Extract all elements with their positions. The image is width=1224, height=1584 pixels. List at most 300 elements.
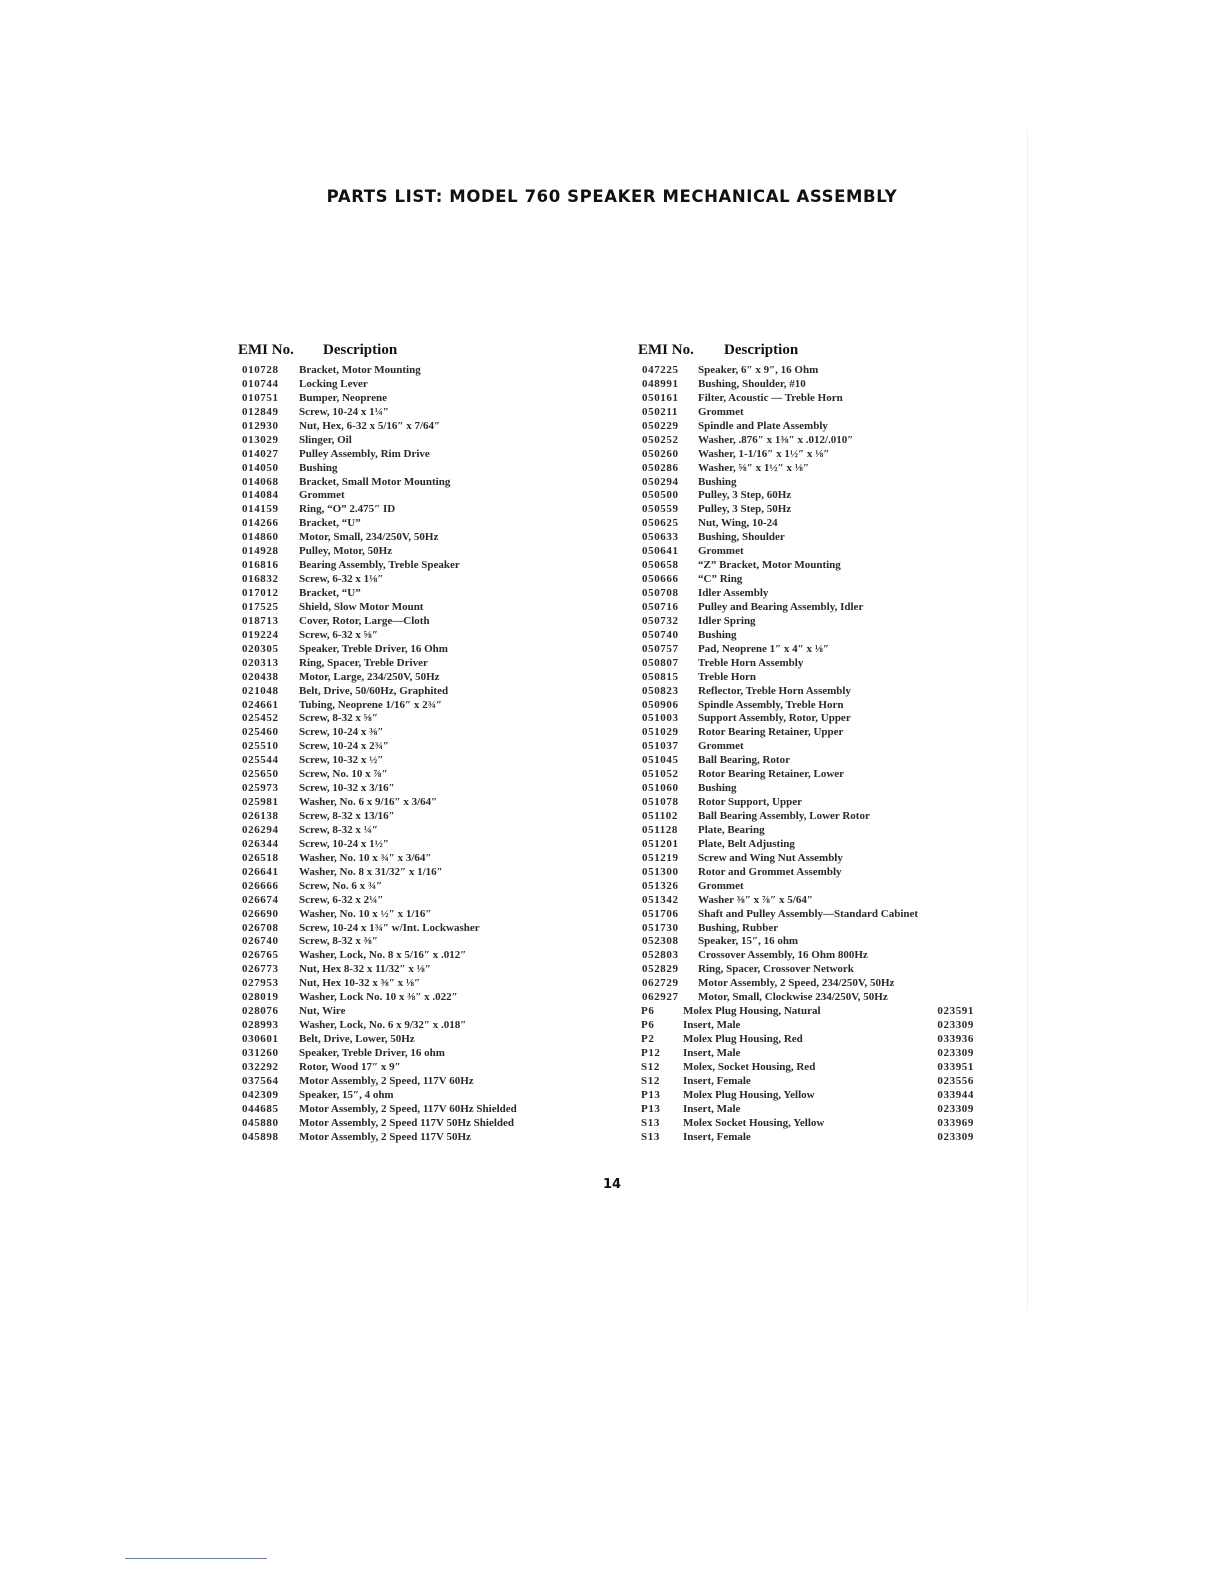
parts-row xyxy=(238,866,598,880)
part-description: Speaker, 15″, 4 ohm xyxy=(299,1088,394,1101)
emi-number: 025544 xyxy=(242,754,279,767)
parts-row xyxy=(638,1075,978,1089)
emi-number: P6 xyxy=(641,1019,655,1032)
part-description: Pulley and Bearing Assembly, Idler xyxy=(698,600,864,613)
emi-number: 051003 xyxy=(642,712,679,725)
part-description: Nut, Hex 8-32 x 11/32″ x ⅛″ xyxy=(299,963,431,976)
emi-number: 012849 xyxy=(242,405,279,418)
part-code: 023309 xyxy=(937,1102,974,1115)
part-description: Screw, 6-32 x 2¼″ xyxy=(299,893,384,906)
part-description: Grommet xyxy=(698,405,744,418)
part-description: Screw, 8-32 x ¼″ xyxy=(299,823,378,836)
parts-row xyxy=(638,810,978,824)
parts-row xyxy=(638,1061,978,1075)
part-description: Locking Lever xyxy=(299,377,368,390)
part-description: Screw, 8-32 x ⅜″ xyxy=(299,935,378,948)
parts-row xyxy=(638,949,978,963)
parts-row xyxy=(638,866,978,880)
parts-row xyxy=(638,1131,978,1145)
parts-row xyxy=(638,922,978,936)
part-description: Screw, 8-32 x ⅝″ xyxy=(299,712,378,725)
emi-number: 014860 xyxy=(242,531,279,544)
parts-row xyxy=(238,922,598,936)
parts-row xyxy=(238,434,598,448)
parts-row xyxy=(238,587,598,601)
parts-list-right xyxy=(638,364,978,1145)
parts-row xyxy=(238,629,598,643)
parts-row xyxy=(638,392,978,406)
emi-number: 050211 xyxy=(642,405,678,418)
parts-row xyxy=(638,1005,978,1019)
part-description: Speaker, Treble Driver, 16 Ohm xyxy=(299,642,448,655)
parts-row xyxy=(238,420,598,434)
emi-number: 050807 xyxy=(642,656,679,669)
emi-number: 010744 xyxy=(242,377,279,390)
emi-number: 050633 xyxy=(642,531,679,544)
parts-row xyxy=(638,1033,978,1047)
part-code: 033936 xyxy=(937,1033,974,1045)
emi-number: 051706 xyxy=(642,907,679,920)
emi-number: 050666 xyxy=(642,573,679,586)
part-description: Idler Spring xyxy=(698,614,756,627)
parts-column-right xyxy=(638,340,978,1145)
parts-row xyxy=(238,1117,598,1131)
emi-number: 050559 xyxy=(642,503,679,516)
emi-number-header: EMI No. xyxy=(638,342,694,358)
emi-number: 050252 xyxy=(642,433,679,446)
emi-number: 050906 xyxy=(642,698,679,711)
parts-row xyxy=(638,531,978,545)
parts-row xyxy=(638,601,978,615)
part-description: Molex Plug Housing, Yellow xyxy=(683,1088,815,1101)
parts-row xyxy=(638,615,978,629)
part-description: Insert, Male xyxy=(683,1102,741,1115)
part-description: Motor, Small, 234/250V, 50Hz xyxy=(299,531,439,544)
part-description: Washer, Lock, No. 8 x 5/16″ x .012″ xyxy=(299,949,467,962)
column-header xyxy=(638,340,978,364)
part-description: Screw, 10-32 x ½″ xyxy=(299,754,384,767)
parts-row xyxy=(238,1019,598,1033)
emi-number: 014266 xyxy=(242,517,279,530)
parts-row xyxy=(638,406,978,420)
part-description: Bushing, Shoulder xyxy=(698,531,785,544)
parts-row xyxy=(638,559,978,573)
part-description: Molex, Socket Housing, Red xyxy=(683,1060,816,1073)
part-description: Rotor, Wood 17″ x 9″ xyxy=(299,1060,401,1073)
emi-number: 026666 xyxy=(242,879,279,892)
emi-number: 026690 xyxy=(242,907,279,920)
part-description: Shaft and Pulley Assembly—Standard Cabinet xyxy=(698,907,919,920)
parts-row xyxy=(238,503,598,517)
emi-number: 014050 xyxy=(242,461,279,474)
part-description: Bushing xyxy=(698,628,737,641)
part-description: Washer, No. 10 x ¾″ x 3/64″ xyxy=(299,851,432,864)
emi-number: 051300 xyxy=(642,865,679,878)
part-description: Speaker, 15″, 16 ohm xyxy=(698,935,799,948)
parts-row xyxy=(238,824,598,838)
parts-row xyxy=(638,671,978,685)
parts-row xyxy=(238,517,598,531)
part-description: Insert, Male xyxy=(683,1046,741,1059)
part-description: Pulley Assembly, Rim Drive xyxy=(299,447,430,460)
part-code: 033944 xyxy=(937,1088,974,1101)
part-description: Grommet xyxy=(299,489,345,502)
emi-number: 050286 xyxy=(642,461,679,474)
emi-number: 044685 xyxy=(242,1102,279,1115)
parts-row xyxy=(238,476,598,490)
parts-row xyxy=(238,726,598,740)
emi-number: 016832 xyxy=(242,573,279,586)
parts-row xyxy=(638,880,978,894)
part-description: Motor, Large, 234/250V, 50Hz xyxy=(299,670,440,683)
emi-number: 025981 xyxy=(242,796,279,809)
parts-row xyxy=(238,1061,598,1075)
parts-row xyxy=(638,587,978,601)
emi-number: 051052 xyxy=(642,768,679,781)
emi-number: 026674 xyxy=(242,893,279,906)
parts-row xyxy=(638,796,978,810)
part-description: Rotor Bearing Retainer, Upper xyxy=(698,726,844,739)
emi-number: 047225 xyxy=(642,364,679,376)
parts-row xyxy=(238,768,598,782)
part-description: Ring, Spacer, Treble Driver xyxy=(299,656,428,669)
emi-number: 051128 xyxy=(642,823,678,836)
part-code: 023591 xyxy=(937,1005,974,1018)
part-description: Treble Horn xyxy=(698,670,756,683)
parts-row xyxy=(638,476,978,490)
parts-row xyxy=(638,462,978,476)
parts-row xyxy=(238,615,598,629)
part-description: Washer, Lock, No. 6 x 9/32″ x .018″ xyxy=(299,1019,467,1032)
parts-row xyxy=(238,894,598,908)
emi-number: 051045 xyxy=(642,754,679,767)
part-description: Grommet xyxy=(698,879,744,892)
part-description: Washer, ⅝″ x 1½″ x ⅛″ xyxy=(698,461,810,474)
emi-number: 017525 xyxy=(242,600,279,613)
part-description: Pulley, 3 Step, 60Hz xyxy=(698,489,792,502)
parts-row xyxy=(238,740,598,754)
emi-number: 051326 xyxy=(642,879,679,892)
emi-number: 014928 xyxy=(242,545,279,558)
emi-number: 010728 xyxy=(242,364,279,376)
emi-number: 051201 xyxy=(642,837,679,850)
parts-row xyxy=(238,601,598,615)
part-description: Belt, Drive, Lower, 50Hz xyxy=(299,1033,415,1045)
parts-row xyxy=(238,392,598,406)
part-description: Plate, Belt Adjusting xyxy=(698,837,795,850)
parts-row xyxy=(238,810,598,824)
emi-number: 026294 xyxy=(242,823,279,836)
part-description: Bracket, Small Motor Mounting xyxy=(299,475,451,488)
emi-number: 014068 xyxy=(242,475,279,488)
part-description: Washer, No. 10 x ½″ x 1/16″ xyxy=(299,907,432,920)
part-code: 023309 xyxy=(937,1130,974,1143)
emi-number: 042309 xyxy=(242,1088,279,1101)
part-description: Nut, Wing, 10-24 xyxy=(698,517,778,530)
emi-number: 020305 xyxy=(242,642,279,655)
parts-row xyxy=(638,517,978,531)
parts-row xyxy=(638,782,978,796)
parts-row xyxy=(238,643,598,657)
part-description: Nut, Hex 10-32 x ⅜″ x ⅛″ xyxy=(299,977,421,990)
parts-row xyxy=(638,1047,978,1061)
part-code: 023309 xyxy=(937,1019,974,1032)
emi-number: 013029 xyxy=(242,433,279,446)
part-description: Pulley, 3 Step, 50Hz xyxy=(698,503,792,516)
emi-number: 018713 xyxy=(242,614,279,627)
part-description: Tubing, Neoprene 1/16″ x 2¾″ xyxy=(299,698,442,711)
emi-number: 050294 xyxy=(642,475,679,488)
emi-number: 025510 xyxy=(242,740,279,753)
part-description: Washer, No. 8 x 31/32″ x 1/16″ xyxy=(299,865,443,878)
part-description: Washer, Lock No. 10 x ⅜″ x .022″ xyxy=(299,991,458,1004)
parts-row xyxy=(638,629,978,643)
emi-number: P12 xyxy=(641,1046,661,1059)
parts-row xyxy=(638,838,978,852)
emi-number: 051078 xyxy=(642,796,679,809)
emi-number: 050823 xyxy=(642,684,679,697)
part-description: Motor, Small, Clockwise 234/250V, 50Hz xyxy=(698,991,888,1004)
emi-number: 014027 xyxy=(242,447,279,460)
parts-row xyxy=(238,1005,598,1019)
parts-row xyxy=(638,503,978,517)
emi-number: 025973 xyxy=(242,782,279,795)
part-description: Ball Bearing Assembly, Lower Rotor xyxy=(698,810,870,822)
emi-number: 050260 xyxy=(642,447,679,460)
parts-row xyxy=(238,531,598,545)
parts-row xyxy=(638,699,978,713)
parts-column-left xyxy=(238,340,598,1145)
parts-row xyxy=(638,824,978,838)
part-description: Screw, 10-24 x ⅜″ xyxy=(299,726,384,739)
part-description: Speaker, Treble Driver, 16 ohm xyxy=(299,1046,445,1059)
emi-number: S12 xyxy=(641,1060,660,1073)
part-description: Bushing, Rubber xyxy=(698,921,779,934)
page-title: PARTS LIST: MODEL 760 SPEAKER MECHANICAL ASSEMBLY xyxy=(326,187,898,206)
part-description: “C” Ring xyxy=(698,573,743,586)
emi-number: 017012 xyxy=(242,587,279,599)
parts-row xyxy=(638,1117,978,1131)
emi-number: 026765 xyxy=(242,949,279,962)
emi-number: 050161 xyxy=(642,391,679,404)
parts-row xyxy=(638,726,978,740)
part-description: Reflector, Treble Horn Assembly xyxy=(698,684,851,697)
part-description: Screw, No. 6 x ¾″ xyxy=(299,879,383,892)
emi-number: 027953 xyxy=(242,977,279,990)
description-header: Description xyxy=(724,342,799,358)
emi-number: S13 xyxy=(641,1116,660,1129)
emi-number: S12 xyxy=(641,1074,660,1087)
emi-number: 052308 xyxy=(642,935,679,948)
part-description: Rotor and Grommet Assembly xyxy=(698,865,842,878)
parts-row xyxy=(238,796,598,810)
parts-row xyxy=(638,768,978,782)
emi-number: P6 xyxy=(641,1005,655,1018)
part-code: 033969 xyxy=(937,1116,974,1129)
part-description: Washer, .876″ x 1⅜″ x .012/.010″ xyxy=(698,433,854,446)
parts-row xyxy=(238,838,598,852)
emi-number: 048991 xyxy=(642,377,679,390)
part-description: Screw, No. 10 x ⅞″ xyxy=(299,768,388,781)
part-description: Screw, 10-24 x 1¾″ w/Int. Lockwasher xyxy=(299,921,480,934)
parts-row xyxy=(638,545,978,559)
part-description: Insert, Male xyxy=(683,1019,741,1032)
part-description: Insert, Female xyxy=(683,1074,751,1087)
part-description: Motor Assembly, 2 Speed 117V 50Hz Shielded xyxy=(299,1116,515,1129)
part-description: Cover, Rotor, Large—Cloth xyxy=(299,614,430,627)
part-description: Bushing xyxy=(698,782,737,795)
part-description: Washer, 1-1/16″ x 1½″ x ⅛″ xyxy=(698,447,830,460)
part-description: Pulley, Motor, 50Hz xyxy=(299,545,393,558)
parts-row xyxy=(638,364,978,378)
part-description: Motor Assembly, 2 Speed, 117V 60Hz Shielded xyxy=(299,1102,517,1115)
part-description: Pad, Neoprene 1″ x 4″ x ⅛″ xyxy=(698,642,830,655)
emi-number: 050716 xyxy=(642,600,679,613)
emi-number: 025650 xyxy=(242,768,279,781)
parts-row xyxy=(638,378,978,392)
emi-number: 026708 xyxy=(242,921,279,934)
part-description: Screw, 10-24 x 1½″ xyxy=(299,837,389,850)
parts-row xyxy=(238,880,598,894)
part-description: Screw and Wing Nut Assembly xyxy=(698,851,843,864)
parts-row xyxy=(238,462,598,476)
emi-number: 050625 xyxy=(642,517,679,530)
parts-row xyxy=(238,949,598,963)
page-number: 14 xyxy=(602,1177,622,1192)
parts-row xyxy=(238,977,598,991)
parts-row xyxy=(238,657,598,671)
emi-number: 050740 xyxy=(642,628,679,641)
parts-row xyxy=(238,782,598,796)
part-description: Molex Plug Housing, Red xyxy=(683,1033,803,1045)
description-header: Description xyxy=(323,342,398,358)
part-description: Molex Socket Housing, Yellow xyxy=(683,1116,825,1129)
parts-row xyxy=(238,852,598,866)
parts-row xyxy=(638,712,978,726)
part-description: Crossover Assembly, 16 Ohm 800Hz xyxy=(698,949,868,962)
parts-row xyxy=(238,671,598,685)
part-description: Idler Assembly xyxy=(698,587,769,599)
emi-number: 026641 xyxy=(242,865,279,878)
emi-number: 032292 xyxy=(242,1060,279,1073)
emi-number: 028019 xyxy=(242,991,279,1004)
part-description: Screw, 6-32 x 1⅛″ xyxy=(299,573,384,586)
emi-number: 050229 xyxy=(642,419,679,432)
part-description: Washer ⅜″ x ⅞″ x 5/64″ xyxy=(698,893,813,906)
emi-number: 028993 xyxy=(242,1019,279,1032)
parts-row xyxy=(638,991,978,1005)
emi-number: 052803 xyxy=(642,949,679,962)
parts-row xyxy=(638,1089,978,1103)
parts-row xyxy=(238,1047,598,1061)
parts-row xyxy=(638,448,978,462)
part-description: Grommet xyxy=(698,545,744,558)
emi-number: 051219 xyxy=(642,851,679,864)
parts-row xyxy=(238,545,598,559)
emi-number: 021048 xyxy=(242,684,279,697)
emi-number: 051060 xyxy=(642,782,679,795)
part-description: Bushing xyxy=(698,475,737,488)
parts-row xyxy=(238,712,598,726)
emi-number: 050708 xyxy=(642,587,679,599)
part-description: Motor Assembly, 2 Speed, 117V 60Hz xyxy=(299,1074,474,1087)
part-description: Spindle Assembly, Treble Horn xyxy=(698,698,844,711)
part-description: Support Assembly, Rotor, Upper xyxy=(698,712,851,725)
parts-row xyxy=(238,963,598,977)
part-description: Washer, No. 6 x 9/16″ x 3/64″ xyxy=(299,796,438,809)
emi-number: 052829 xyxy=(642,963,679,976)
parts-row xyxy=(238,448,598,462)
emi-number: 026773 xyxy=(242,963,279,976)
parts-row xyxy=(238,991,598,1005)
parts-row xyxy=(638,740,978,754)
emi-number: 050815 xyxy=(642,670,679,683)
parts-row xyxy=(638,908,978,922)
parts-row xyxy=(238,378,598,392)
emi-number: 050757 xyxy=(642,642,679,655)
part-description: Spindle and Plate Assembly xyxy=(698,419,828,432)
emi-number: 016816 xyxy=(242,559,279,572)
parts-row xyxy=(238,908,598,922)
part-description: Nut, Hex, 6-32 x 5/16″ x 7/64″ xyxy=(299,419,441,432)
emi-number: 012930 xyxy=(242,419,279,432)
emi-number: 030601 xyxy=(242,1033,279,1045)
parts-row xyxy=(238,1103,598,1117)
parts-row xyxy=(238,935,598,949)
part-description: Slinger, Oil xyxy=(299,433,352,446)
parts-row xyxy=(238,573,598,587)
parts-row xyxy=(638,434,978,448)
emi-number: 020313 xyxy=(242,656,279,669)
column-header xyxy=(238,340,598,364)
part-description: Screw, 10-24 x 1¼″ xyxy=(299,405,389,418)
parts-row xyxy=(638,1103,978,1117)
part-description: Rotor Bearing Retainer, Lower xyxy=(698,768,845,781)
parts-row xyxy=(238,559,598,573)
emi-number: 026344 xyxy=(242,837,279,850)
part-description: Treble Horn Assembly xyxy=(698,656,804,669)
parts-row xyxy=(638,573,978,587)
emi-number: 051102 xyxy=(642,810,678,822)
emi-number: 037564 xyxy=(242,1074,279,1087)
part-description: Screw, 6-32 x ⅝″ xyxy=(299,628,378,641)
parts-row xyxy=(238,406,598,420)
emi-number: 051342 xyxy=(642,893,679,906)
emi-number: P13 xyxy=(641,1088,661,1101)
emi-number: 050641 xyxy=(642,545,679,558)
emi-number: 025460 xyxy=(242,726,279,739)
part-description: Bracket, “U” xyxy=(299,517,361,530)
emi-number-header: EMI No. xyxy=(238,342,294,358)
part-description: Shield, Slow Motor Mount xyxy=(299,600,424,613)
parts-row xyxy=(238,685,598,699)
part-description: Molex Plug Housing, Natural xyxy=(683,1005,821,1018)
parts-row xyxy=(238,1131,598,1145)
emi-number: 026518 xyxy=(242,851,279,864)
emi-number: 051037 xyxy=(642,740,679,753)
emi-number: 045898 xyxy=(242,1130,279,1143)
part-description: Screw, 8-32 x 13/16″ xyxy=(299,810,395,822)
emi-number: 025452 xyxy=(242,712,279,725)
part-description: Bracket, Motor Mounting xyxy=(299,364,421,376)
emi-number: 020438 xyxy=(242,670,279,683)
part-description: Motor Assembly, 2 Speed, 234/250V, 50Hz xyxy=(698,977,895,990)
emi-number: 014159 xyxy=(242,503,279,516)
part-code: 033951 xyxy=(937,1060,974,1073)
emi-number: 050658 xyxy=(642,559,679,572)
parts-row xyxy=(238,364,598,378)
parts-row xyxy=(638,685,978,699)
